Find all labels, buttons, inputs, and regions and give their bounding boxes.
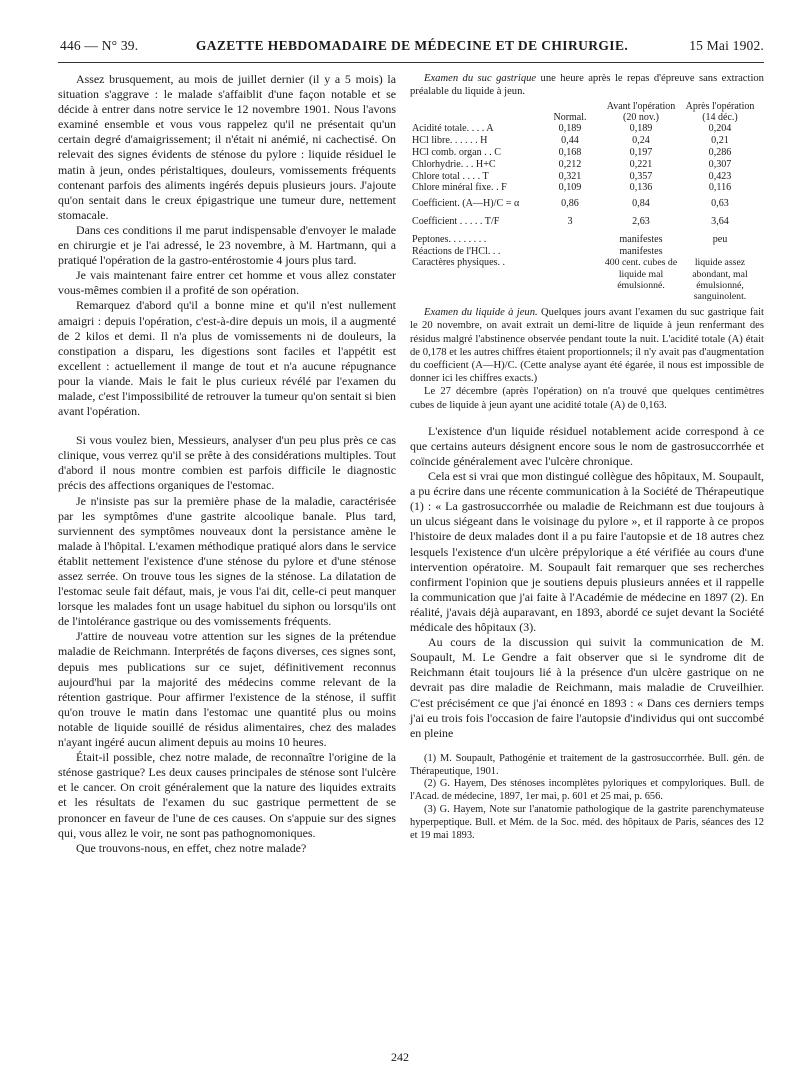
fasting-paragraph-2: Le 27 décembre (après l'opération) on n'a trouvé que quelques centimètres cubes de liquide à jeun ayant une acidité totale (A) de 0,163. bbox=[410, 386, 764, 411]
table-header: Normal. bbox=[553, 112, 587, 124]
cell: 0,116 bbox=[708, 182, 732, 194]
cell: 2,63 bbox=[632, 215, 650, 227]
header-rule bbox=[58, 62, 764, 63]
paragraph: L'existence d'un liquide résiduel notablement acide correspond à ce que certains auteurs désignent encore sous le nom de gastrosuccorrhée et coïncide généralement avec l'ulcère chronique. bbox=[410, 423, 764, 468]
cell: 0,212 bbox=[558, 158, 582, 170]
cell: 0,286 bbox=[708, 147, 732, 158]
row-label: Caractères physiques. . bbox=[412, 257, 506, 269]
row-label: Chlorhydrie. . . H+C bbox=[412, 158, 496, 170]
paragraph: Cela est si vrai que mon distingué collègue des hôpitaux, M. Soupault, a pu écrire dans une récente communication à la Société de Thérapeutique (1) : « La gastrosuccorrhée ou maladie de Reichmann est due toujours à un ulcus siégeant dans le voisinage du pylore », et il rapporte à ce propos l'histoire de deux malades dont il a pu faire l'autopsie et de 18 autres chez lesquels l'existence d'un ulcère prépylorique a été vérifiée au cours d'une intervention opératoire. M. Soupault fait remarquer que ses recherches confirment l'opinion que je soutiens depuis plusieurs années et il rappelle la communication que j'ai faite à l'Académie de médecine en 1897 (2). En réalité, j'avais déjà auparavant, en 1893, abordé ce sujet devant la Société médicale des hôpitaux (3). bbox=[410, 469, 764, 635]
row-label: Acidité totale. . . . A bbox=[412, 123, 494, 135]
left-column bbox=[58, 72, 396, 856]
cell: 0,357 bbox=[629, 170, 653, 182]
row-label: Coefficient . . . . . T/F bbox=[412, 215, 500, 227]
cell: 0,197 bbox=[629, 147, 653, 158]
cell: 0,168 bbox=[558, 147, 582, 158]
cell: 0,84 bbox=[632, 198, 650, 210]
table-row bbox=[410, 210, 760, 228]
table-row bbox=[410, 257, 760, 302]
table-row bbox=[410, 159, 760, 171]
cell: 0,136 bbox=[629, 182, 653, 194]
table-header-row bbox=[410, 101, 760, 123]
right-column bbox=[410, 72, 764, 842]
paragraph: Je vais maintenant faire entrer cet homme et vous allez constater vous-mêmes combien il a profité de son opération. bbox=[58, 268, 396, 298]
paragraph: Dans ces conditions il me parut indispensable d'envoyer le malade en chirurgie et je l'ai adressé, le 23 novembre, à M. Hartmann, qui a pratiqué l'opération de la gastro-entérostomie 4 jours plus tard. bbox=[58, 222, 396, 268]
cell: manifestes bbox=[619, 233, 663, 245]
cell: 0,21 bbox=[711, 135, 729, 147]
table-row bbox=[410, 246, 760, 258]
cell: 0,189 bbox=[629, 123, 653, 135]
paragraph: Au cours de la discussion qui suivit la communication de M. Soupault, M. Le Gendre a fait observer que si le syndrome dit de Reichmann était toujours lié à la présence d'un ulcère gastrique on ne devrait pas dire maladie de Reichmann, mais maladie de Cruveilhier. C'est précisément ce que j'ai énoncé en 1893 : « Dans ces derniers temps j'ai eu trois fois l'occasion de faire l'autopsie d'individus qui ont succombé en pleine bbox=[410, 635, 764, 740]
table-row bbox=[410, 194, 760, 210]
table-header: Après l'opération (14 déc.) bbox=[685, 101, 755, 124]
cell: 0,24 bbox=[632, 135, 650, 147]
table-row bbox=[410, 135, 760, 147]
cell: 0,189 bbox=[558, 123, 582, 135]
table-row bbox=[410, 147, 760, 159]
footnote: (2) G. Hayem, Des sténoses incomplètes pyloriques et compyloriques. Bull. de l'Acad. de médecine, 1897, 1er mai, p. 601 et 25 mai, p. 656. bbox=[410, 778, 764, 803]
cell: 0,44 bbox=[561, 135, 579, 147]
running-header bbox=[60, 38, 764, 60]
cell: 3,64 bbox=[711, 215, 729, 227]
row-label: Chlore minéral fixe. . F bbox=[412, 182, 507, 194]
footnotes bbox=[410, 753, 764, 843]
cell: 0,204 bbox=[708, 123, 732, 135]
cell: 400 cent. cubes de liquide mal émulsionné. bbox=[604, 257, 678, 291]
table-row bbox=[410, 228, 760, 246]
header-date: 15 Mai 1902. bbox=[689, 38, 764, 53]
table-row bbox=[410, 123, 760, 135]
cell: 0,63 bbox=[711, 198, 729, 210]
paragraph: Remarquez d'abord qu'il a bonne mine et qu'il n'est nullement amaigri : depuis l'opération, c'est-à-dire depuis un mois, il a augmenté de 2 kilos et demi. Il n'a plus de vomissements ni de douleurs, la constipation a disparu, les digestions sont faciles et l'appétit est excellent : actuellement il mange de tout et n'a aucune répugnance pour la viande. Mais le fait le plus curieux révélé par l'examen du malade, c'est l'impossibilité de retrouver la tumeur qu'on sentait si bien avant l'opération. bbox=[58, 298, 396, 419]
row-label: Coefficient. (A—H)/C = α bbox=[412, 198, 520, 210]
cell: liquide assez abondant, mal émulsionné, sanguinolent. bbox=[692, 257, 748, 302]
exam-block bbox=[410, 72, 764, 412]
row-label: HCl comb. organ . . C bbox=[412, 147, 501, 158]
exam-intro bbox=[410, 72, 764, 98]
paragraph: Je n'insiste pas sur la première phase de la maladie, caractérisée par les symptômes d'une gastrite alcoolique banale. Plus tard, surviennent des symptômes nouveaux dont la persistance amène le malade à l'hôpital. L'examen méthodique pratiqué alors dans le service établit nettement l'existence d'une sténose du pylore et d'une sténose assez serrée. On trouve tous les signes de la sténose. La dilatation de l'estomac seule fait défaut, mais, je vous l'ai dit, celle-ci peut manquer lorsque les malades font un usage habituel du siphon ou lorsqu'ils ont de l'intolérance gastrique ou des vomissements fréquents. bbox=[58, 493, 396, 629]
exam-intro-rest: une heure après le repas d'épreuve sans extraction préalable du liquide à jeun. bbox=[410, 73, 764, 98]
gastric-analysis-table bbox=[410, 101, 760, 302]
cell: 0,321 bbox=[558, 170, 582, 182]
footnote: (1) M. Soupault, Pathogénie et traitement de la gastrosuccorrhée. Bull. gén. de Thérapeutique, 1901. bbox=[410, 752, 764, 777]
fasting-text: Quelques jours avant l'examen du suc gastrique fait le 20 novembre, on avait extrait un demi-litre de liquide à jeun renfermant des résidus malgré l'abstinence observée pendant toute la nuit. L'acidité totale (A) était de 0,178 et les autres chiffres étaient proportionnels; il n'y avait pas d'augmentation du coefficient (A—H)/C. (Cette analyse ayant été égarée, il nous est impossible de donner ici les chiffres exacts.) bbox=[410, 307, 764, 385]
cell: 0,86 bbox=[561, 198, 579, 210]
row-label: Chlore total . . . . T bbox=[412, 170, 489, 182]
cell: manifestes bbox=[619, 245, 663, 257]
fasting-paragraph bbox=[410, 306, 764, 385]
paragraph: Que trouvons-nous, en effet, chez notre malade? bbox=[76, 840, 307, 855]
cell: 0,109 bbox=[558, 182, 582, 194]
journal-title: GAZETTE HEBDOMADAIRE DE MÉDECINE ET DE CHIRURGIE. bbox=[195, 38, 629, 53]
fasting-title: Examen du liquide à jeun. bbox=[424, 307, 538, 319]
paragraph: Si vous voulez bien, Messieurs, analyser d'un peu plus près ce cas clinique, vous verrez qu'il se prête à des considérations multiples. Tout d'abord il nous montre combien est parfois difficile le diagnostic précis des affections organiques de l'estomac. bbox=[58, 433, 396, 493]
table-header bbox=[410, 101, 538, 123]
row-label: HCl libre. . . . . . H bbox=[412, 135, 488, 147]
paragraph: J'attire de nouveau votre attention sur les signes de la prétendue maladie de Reichmann. Interprétés de façons diverses, ces signes sont, depuis mes publications sur ce sujet, définitivement reconnus aujourd'hui par la majorité des médecins comme relevant de la rétention gastrique. Pour affirmer l'existence de la sténose, il suffit qu'on trouve le matin dans l'estomac une quantité plus ou moins notable de liquide souillé de résidus alimentaires, chez des malades n'ayant ingéré aucun aliment depuis au moins 10 heures. bbox=[58, 629, 396, 750]
table-row bbox=[410, 182, 760, 194]
paragraph: Était-il possible, chez notre malade, de reconnaître l'origine de la sténose gastrique? Les deux causes principales de sténose sont l'ulcère et le cancer. On croit généralement que la nature des liquides extraits et les résultats de l'examen du suc gastrique permettent de se prononcer en faveur de l'une de ces causes. On s'appuie sur des signes qui, vous allez le voir, ne sont pas pathognomoniques. bbox=[58, 750, 396, 840]
footnote: (3) G. Hayem, Note sur l'anatomie pathologique de la gastrite parenchymateuse hyperpeptique. Bull. et Mém. de la Soc. méd. des hôpitaux de Paris, séances des 12 et 19 mai 1893. bbox=[410, 803, 764, 841]
cell: 0,221 bbox=[629, 158, 653, 170]
table-row bbox=[410, 171, 760, 183]
cell: 0,307 bbox=[708, 158, 732, 170]
exam-intro-title: Examen du suc gastrique bbox=[424, 73, 537, 84]
cell: 3 bbox=[567, 215, 573, 227]
cell: peu bbox=[712, 233, 728, 245]
paragraph: Assez brusquement, au mois de juillet dernier (il y a 5 mois) la situation s'aggrave : le malade s'affaiblit d'une façon notable et se décide à entrer dans notre service le 12 novembre 1901. Nous l'avons examiné ensemble et vous vous rappelez qu'il ne présentait qu'un certain degré d'amaigrissement; il n'était ni anémié, ni cachectisé. On relevait des signes évidents de sténose du pylore : liquide résiduel le matin à jeun, ondes péristaltiques, douleurs, vomissements fréquents contenant parfois des aliments ingérés depuis plusieurs jours. J'ajoute qu'on sentait dans le creux épigastrique une tumeur dure, nettement stomacale. bbox=[58, 72, 396, 222]
table-header: Avant l'opération (20 nov.) bbox=[606, 101, 676, 124]
header-page-number: 446 — N° 39. bbox=[60, 38, 139, 53]
cell: 0,423 bbox=[708, 170, 732, 182]
row-label: Peptones. . . . . . . . bbox=[412, 233, 487, 245]
row-label: Réactions de l'HCl. . . bbox=[412, 245, 501, 257]
page-number: 242 bbox=[391, 1050, 409, 1064]
